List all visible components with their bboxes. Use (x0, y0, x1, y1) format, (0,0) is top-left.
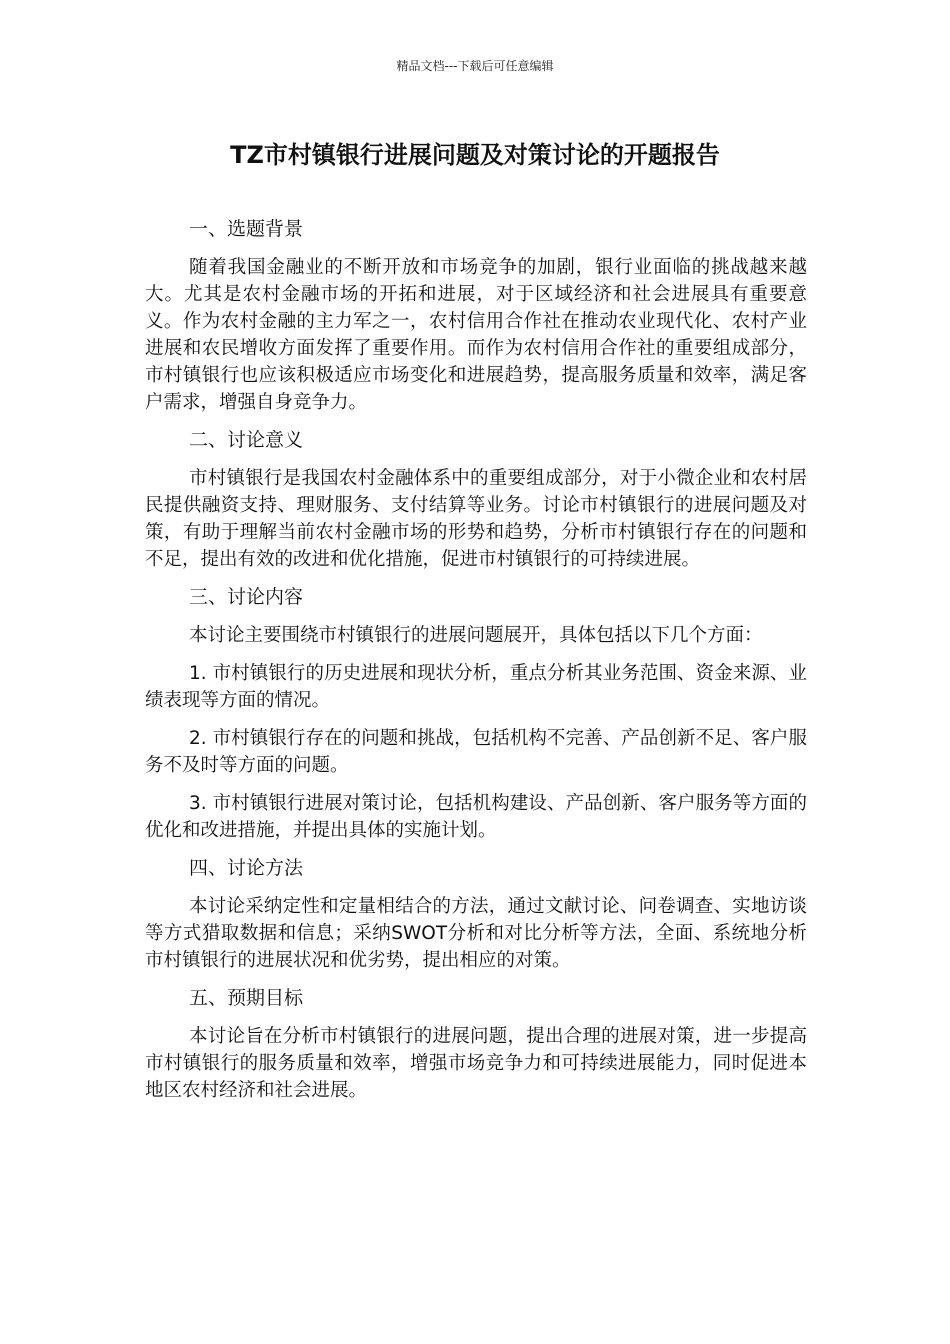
section-heading: 一、选题背景 (189, 218, 304, 240)
paragraph: 随着我国金融业的不断开放和市场竞争的加剧，银行业面临的挑战越来越大。尤其是农村金融市场的开拓和进展，对于区域经济和社会进展具有重要意义。作为农村金融的主力军之一，农村信用合作社在推动农业现代化、农村产业进展和农民增收方面发挥了重要作用。而作为农村信用合作社的重要组成部分，市村镇银行也应该积极适应市场变化和进展趋势，提高服务质量和效率，满足客户需求，增强自身竞争力。 (145, 257, 807, 413)
list-item: 3. 市村镇银行进展对策讨论，包括机构建设、产品创新、客户服务等方面的优化和改进措施，并提出具体的实施计划。 (145, 793, 807, 841)
document-body (145, 216, 807, 1115)
section-heading: 三、讨论内容 (189, 586, 304, 608)
document-title: TZ市村镇银行进展问题及对策讨论的开题报告 (230, 141, 720, 169)
section-heading: 五、预期目标 (189, 987, 304, 1009)
section-heading: 四、讨论方法 (189, 857, 304, 879)
paragraph: 本讨论旨在分析市村镇银行的进展问题，提出合理的进展对策，进一步提高市村镇银行的服务质量和效率，增强市场竞争力和可持续进展能力，同时促进本地区农村经济和社会进展。 (145, 1026, 807, 1101)
list-item: 1. 市村镇银行的历史进展和现状分析，重点分析其业务范围、资金来源、业绩表现等方面的情况。 (145, 663, 807, 711)
list-item: 2. 市村镇银行存在的问题和挑战，包括机构不完善、产品创新不足、客户服务不及时等方面的问题。 (145, 728, 807, 776)
paragraph: 市村镇银行是我国农村金融体系中的重要组成部分，对于小微企业和农村居民提供融资支持、理财服务、支付结算等业务。讨论市村镇银行的进展问题及对策，有助于理解当前农村金融市场的形势和趋势，分析市村镇银行存在的问题和不足，提出有效的改进和优化措施，促进市村镇银行的可持续进展。 (145, 468, 807, 570)
paragraph: 本讨论采纳定性和定量相结合的方法，通过文献讨论、问卷调查、实地访谈等方式猎取数据和信息；采纳SWOT分析和对比分析等方法，全面、系统地分析市村镇银行的进展状况和优劣势，提出相应的对策。 (145, 896, 807, 971)
header-note: 精品文档---下载后可任意编辑 (396, 59, 554, 73)
paragraph: 本讨论主要围绕市村镇银行的进展问题展开，具体包括以下几个方面： (189, 625, 763, 646)
section-heading: 二、讨论意义 (189, 429, 304, 451)
